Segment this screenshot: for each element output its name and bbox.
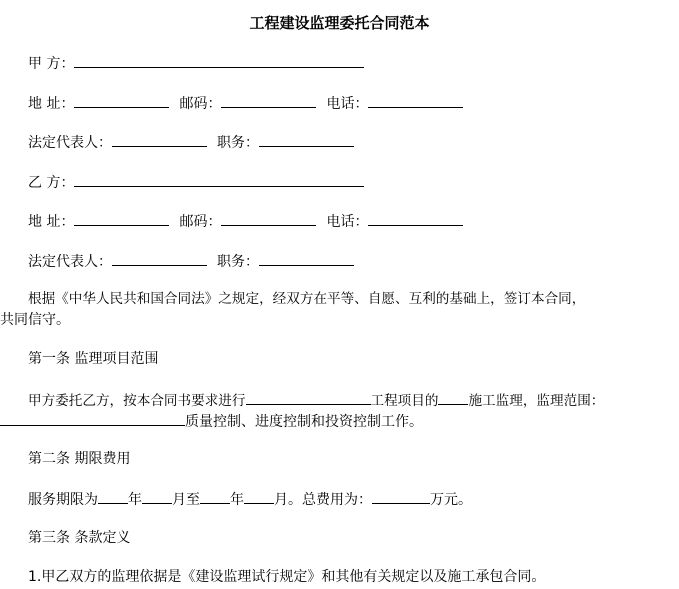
party-b-address-row xyxy=(28,210,463,232)
address-blank[interactable] xyxy=(74,210,169,226)
postcode-blank[interactable] xyxy=(221,92,316,108)
end-year-blank[interactable] xyxy=(200,488,230,504)
party-b-row xyxy=(28,171,364,193)
currency-unit-label: 万元。 xyxy=(430,492,472,508)
term-label: 服务期限为 xyxy=(28,492,98,508)
year-label: 年 xyxy=(230,492,244,508)
article-1-text-b: 工程项目的 xyxy=(370,393,439,409)
party-a-address-row xyxy=(28,92,463,114)
preamble-line-1: 根据《中华人民共和国合同法》之规定，经双方在平等、自愿、互利的基础上，签订本合同， xyxy=(28,291,586,307)
address-label: 地 址： xyxy=(28,96,75,112)
position-blank[interactable] xyxy=(259,250,354,266)
postcode-label: 邮码： xyxy=(179,96,222,112)
article-1-text-c: 施工监理，监理范围： xyxy=(468,393,605,409)
party-a-blank[interactable] xyxy=(74,52,364,68)
total-fee-label: 月。总费用为： xyxy=(274,492,372,508)
start-year-blank[interactable] xyxy=(98,488,128,504)
end-month-blank[interactable] xyxy=(244,488,274,504)
position-label: 职务： xyxy=(217,254,259,270)
phone-label: 电话： xyxy=(326,214,369,230)
address-blank[interactable] xyxy=(74,92,169,108)
party-b-rep-row xyxy=(28,250,354,272)
position-label: 职务： xyxy=(217,135,259,151)
article-3-item-1: 1.甲乙双方的监理依据是《建设监理试行规定》和其他有关规定以及施工承包合同。 xyxy=(28,569,546,585)
article-2-paragraph xyxy=(28,488,472,510)
start-month-blank[interactable] xyxy=(142,488,172,504)
month-to-label: 月至 xyxy=(172,492,200,508)
phone-blank[interactable] xyxy=(368,92,463,108)
phone-blank[interactable] xyxy=(368,210,463,226)
rep-label: 法定代表人： xyxy=(28,135,112,151)
article-1-paragraph-cont xyxy=(0,410,423,432)
scope-blank[interactable] xyxy=(0,410,185,426)
postcode-label: 邮码： xyxy=(179,214,222,230)
article-1-heading: 第一条 监理项目范围 xyxy=(28,351,159,367)
article-2-heading: 第二条 期限费用 xyxy=(28,451,131,467)
article-1-text-d: 质量控制、进度控制和投资控制工作。 xyxy=(185,414,423,430)
party-a-label: 甲 方： xyxy=(28,56,75,72)
total-fee-blank[interactable] xyxy=(372,488,430,504)
project-name-blank[interactable] xyxy=(246,389,371,405)
document-title: 工程建设监理委托合同范本 xyxy=(249,14,430,32)
address-label: 地 址： xyxy=(28,214,75,230)
rep-label: 法定代表人： xyxy=(28,254,112,270)
rep-blank[interactable] xyxy=(112,250,207,266)
position-blank[interactable] xyxy=(259,131,354,147)
party-b-label: 乙 方： xyxy=(28,175,75,191)
article-3-heading: 第三条 条款定义 xyxy=(28,530,131,546)
postcode-blank[interactable] xyxy=(221,210,316,226)
party-a-row xyxy=(28,52,364,74)
project-phase-blank[interactable] xyxy=(438,389,468,405)
article-1-paragraph xyxy=(28,389,604,411)
preamble-line-2: 共同信守。 xyxy=(0,312,70,328)
article-1-text-a: 甲方委托乙方，按本合同书要求进行 xyxy=(28,393,246,409)
party-b-blank[interactable] xyxy=(74,171,364,187)
year-label: 年 xyxy=(128,492,142,508)
party-a-rep-row xyxy=(28,131,354,153)
rep-blank[interactable] xyxy=(112,131,207,147)
phone-label: 电话： xyxy=(326,96,369,112)
